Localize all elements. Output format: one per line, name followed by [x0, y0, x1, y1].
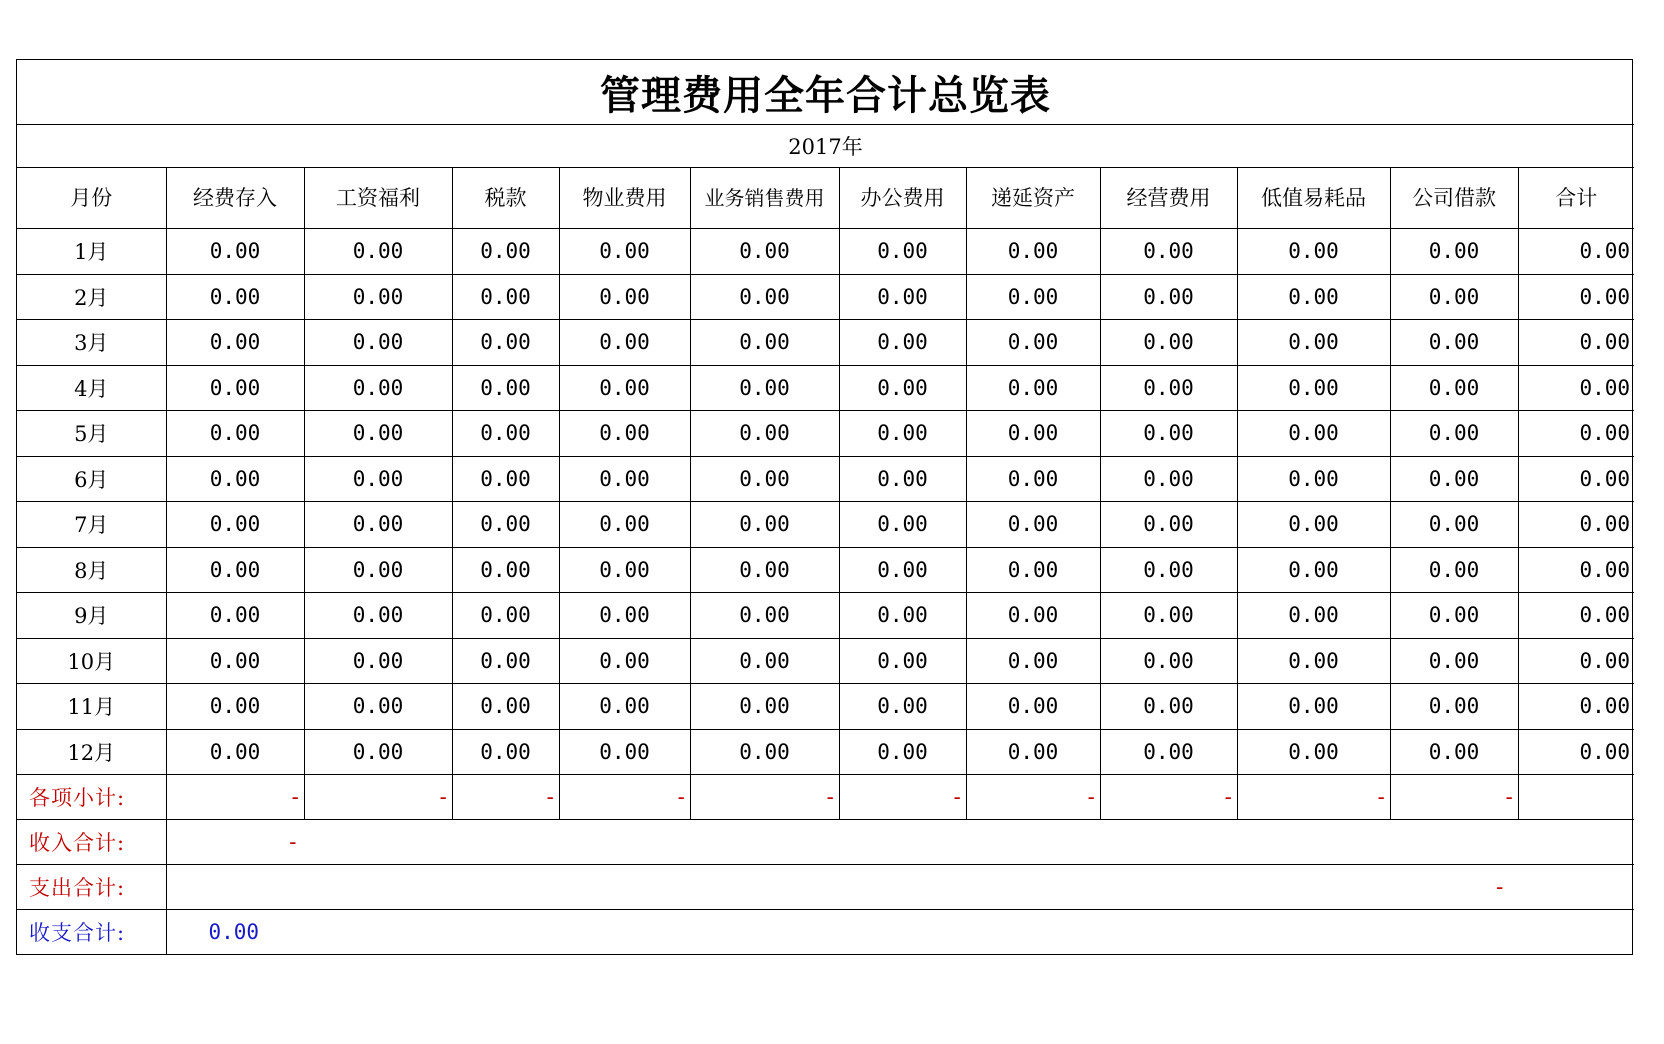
value-cell[interactable]: 0.00	[966, 456, 1100, 502]
month-cell[interactable]: 9月	[17, 593, 166, 639]
value-cell[interactable]: 0.00	[839, 411, 966, 457]
value-cell[interactable]: 0.00	[1100, 729, 1237, 775]
value-cell[interactable]: 0.00	[966, 411, 1100, 457]
value-cell[interactable]: 0.00	[304, 684, 452, 730]
value-cell[interactable]: 0.00	[1100, 411, 1237, 457]
value-cell[interactable]: 0.00	[839, 365, 966, 411]
col-header-total: 合计	[1518, 168, 1634, 229]
value-cell[interactable]: 0.00	[166, 365, 304, 411]
value-cell[interactable]: 0.00	[1237, 684, 1390, 730]
table-row	[17, 684, 1634, 730]
table-row	[17, 229, 1634, 275]
value-cell[interactable]: 0.00	[839, 229, 966, 275]
value-cell[interactable]: 0.00	[1100, 593, 1237, 639]
subtotal-cell[interactable]: -	[1100, 775, 1237, 820]
value-cell[interactable]: 0.00	[304, 547, 452, 593]
value-cell[interactable]: 0.00	[966, 684, 1100, 730]
subtotal-cell[interactable]: -	[304, 775, 452, 820]
row-total-cell[interactable]: 0.00	[1518, 456, 1634, 502]
value-cell[interactable]: 0.00	[559, 274, 690, 320]
col-header-taxes: 税款	[452, 168, 559, 229]
value-cell[interactable]: 0.00	[452, 274, 559, 320]
value-cell[interactable]: 0.00	[1237, 502, 1390, 548]
net-total-label: 收支合计:	[17, 910, 166, 955]
value-cell[interactable]: 0.00	[690, 729, 839, 775]
month-cell[interactable]: 3月	[17, 320, 166, 366]
col-header-funds-deposit: 经费存入	[166, 168, 304, 229]
value-cell[interactable]: 0.00	[452, 547, 559, 593]
value-cell[interactable]: 0.00	[559, 320, 690, 366]
subtotal-label: 各项小计:	[17, 775, 166, 820]
value-cell[interactable]: 0.00	[1237, 274, 1390, 320]
value-cell[interactable]: 0.00	[690, 365, 839, 411]
expense-summary-table	[17, 60, 1634, 954]
expense-total-value[interactable]: -	[166, 865, 1634, 910]
value-cell[interactable]: 0.00	[839, 502, 966, 548]
value-cell[interactable]: 0.00	[304, 229, 452, 275]
income-total-row	[17, 820, 1634, 865]
value-cell[interactable]: 0.00	[1390, 229, 1518, 275]
value-cell[interactable]: 0.00	[1100, 365, 1237, 411]
value-cell[interactable]: 0.00	[166, 502, 304, 548]
month-cell[interactable]: 2月	[17, 274, 166, 320]
value-cell[interactable]: 0.00	[1390, 320, 1518, 366]
value-cell[interactable]: 0.00	[304, 729, 452, 775]
value-cell[interactable]: 0.00	[559, 411, 690, 457]
month-cell[interactable]: 5月	[17, 411, 166, 457]
expense-total-row	[17, 865, 1634, 910]
row-total-cell[interactable]: 0.00	[1518, 502, 1634, 548]
value-cell[interactable]: 0.00	[1390, 729, 1518, 775]
table-row	[17, 411, 1634, 457]
value-cell[interactable]: 0.00	[966, 729, 1100, 775]
value-cell[interactable]: 0.00	[1237, 729, 1390, 775]
col-header-low-value-consumables: 低值易耗品	[1237, 168, 1390, 229]
col-header-wages-benefits: 工资福利	[304, 168, 452, 229]
col-header-company-loans: 公司借款	[1390, 168, 1518, 229]
value-cell[interactable]: 0.00	[559, 547, 690, 593]
value-cell[interactable]: 0.00	[1100, 547, 1237, 593]
table-row	[17, 456, 1634, 502]
row-total-cell[interactable]: 0.00	[1518, 638, 1634, 684]
subtotal-cell[interactable]: -	[966, 775, 1100, 820]
col-header-deferred-assets: 递延资产	[966, 168, 1100, 229]
subtotal-cell[interactable]	[1518, 775, 1634, 820]
value-cell[interactable]: 0.00	[304, 274, 452, 320]
value-cell[interactable]: 0.00	[452, 593, 559, 639]
subtotal-cell[interactable]: -	[1390, 775, 1518, 820]
table-row	[17, 274, 1634, 320]
table-row	[17, 638, 1634, 684]
value-cell[interactable]: 0.00	[839, 456, 966, 502]
value-cell[interactable]: 0.00	[690, 593, 839, 639]
row-total-cell[interactable]: 0.00	[1518, 229, 1634, 275]
expense-total-label: 支出合计:	[17, 865, 166, 910]
col-header-property-fees: 物业费用	[559, 168, 690, 229]
value-cell[interactable]: 0.00	[690, 456, 839, 502]
value-cell[interactable]: 0.00	[1390, 411, 1518, 457]
col-header-office-expenses: 办公费用	[839, 168, 966, 229]
subtotal-cell[interactable]: -	[452, 775, 559, 820]
value-cell[interactable]: 0.00	[690, 320, 839, 366]
value-cell[interactable]: 0.00	[966, 274, 1100, 320]
sheet-title: 管理费用全年合计总览表	[17, 60, 1634, 125]
value-cell[interactable]: 0.00	[452, 411, 559, 457]
value-cell[interactable]: 0.00	[1100, 320, 1237, 366]
month-cell[interactable]: 7月	[17, 502, 166, 548]
value-cell[interactable]: 0.00	[839, 274, 966, 320]
month-cell[interactable]: 4月	[17, 365, 166, 411]
month-cell[interactable]: 1月	[17, 229, 166, 275]
value-cell[interactable]: 0.00	[1237, 456, 1390, 502]
table-row	[17, 547, 1634, 593]
value-cell[interactable]: 0.00	[166, 320, 304, 366]
value-cell[interactable]: 0.00	[966, 229, 1100, 275]
value-cell[interactable]: 0.00	[1390, 547, 1518, 593]
month-cell[interactable]: 10月	[17, 638, 166, 684]
col-header-business-sales: 业务销售费用	[690, 168, 839, 229]
value-cell[interactable]: 0.00	[452, 729, 559, 775]
value-cell[interactable]: 0.00	[1100, 638, 1237, 684]
row-total-cell[interactable]: 0.00	[1518, 411, 1634, 457]
value-cell[interactable]: 0.00	[966, 320, 1100, 366]
income-total-value[interactable]: -	[166, 820, 1634, 865]
value-cell[interactable]: 0.00	[452, 638, 559, 684]
value-cell[interactable]: 0.00	[966, 502, 1100, 548]
value-cell[interactable]: 0.00	[966, 593, 1100, 639]
value-cell[interactable]: 0.00	[166, 411, 304, 457]
value-cell[interactable]: 0.00	[304, 320, 452, 366]
value-cell[interactable]: 0.00	[304, 638, 452, 684]
row-total-cell[interactable]: 0.00	[1518, 684, 1634, 730]
table-row	[17, 365, 1634, 411]
value-cell[interactable]: 0.00	[839, 684, 966, 730]
table-row	[17, 502, 1634, 548]
subtotal-cell[interactable]: -	[166, 775, 304, 820]
value-cell[interactable]: 0.00	[166, 547, 304, 593]
month-cell[interactable]: 12月	[17, 729, 166, 775]
value-cell[interactable]: 0.00	[166, 274, 304, 320]
value-cell[interactable]: 0.00	[1237, 638, 1390, 684]
value-cell[interactable]: 0.00	[452, 365, 559, 411]
value-cell[interactable]: 0.00	[1100, 684, 1237, 730]
month-cell[interactable]: 6月	[17, 456, 166, 502]
net-total-value[interactable]: 0.00	[166, 910, 1634, 955]
value-cell[interactable]: 0.00	[304, 411, 452, 457]
value-cell[interactable]: 0.00	[839, 547, 966, 593]
table-row	[17, 593, 1634, 639]
table-row	[17, 320, 1634, 366]
value-cell[interactable]: 0.00	[1100, 456, 1237, 502]
value-cell[interactable]: 0.00	[166, 229, 304, 275]
value-cell[interactable]: 0.00	[304, 365, 452, 411]
value-cell[interactable]: 0.00	[559, 229, 690, 275]
value-cell[interactable]: 0.00	[304, 502, 452, 548]
value-cell[interactable]: 0.00	[966, 547, 1100, 593]
income-total-label: 收入合计:	[17, 820, 166, 865]
col-header-operating-expenses: 经营费用	[1100, 168, 1237, 229]
value-cell[interactable]: 0.00	[559, 684, 690, 730]
month-cell[interactable]: 8月	[17, 547, 166, 593]
value-cell[interactable]: 0.00	[1390, 365, 1518, 411]
value-cell[interactable]: 0.00	[1237, 365, 1390, 411]
value-cell[interactable]: 0.00	[559, 638, 690, 684]
value-cell[interactable]: 0.00	[1237, 547, 1390, 593]
value-cell[interactable]: 0.00	[1390, 593, 1518, 639]
value-cell[interactable]: 0.00	[452, 320, 559, 366]
subtotal-cell[interactable]: -	[690, 775, 839, 820]
value-cell[interactable]: 0.00	[1237, 593, 1390, 639]
value-cell[interactable]: 0.00	[690, 502, 839, 548]
value-cell[interactable]: 0.00	[966, 365, 1100, 411]
value-cell[interactable]: 0.00	[559, 729, 690, 775]
row-total-cell[interactable]: 0.00	[1518, 365, 1634, 411]
sheet-year: 2017年	[17, 125, 1634, 168]
expense-summary-sheet	[16, 59, 1633, 955]
value-cell[interactable]: 0.00	[690, 684, 839, 730]
value-cell[interactable]: 0.00	[166, 684, 304, 730]
value-cell[interactable]: 0.00	[1390, 684, 1518, 730]
value-cell[interactable]: 0.00	[166, 638, 304, 684]
value-cell[interactable]: 0.00	[1390, 456, 1518, 502]
value-cell[interactable]: 0.00	[452, 229, 559, 275]
value-cell[interactable]: 0.00	[559, 365, 690, 411]
value-cell[interactable]: 0.00	[304, 456, 452, 502]
value-cell[interactable]: 0.00	[1100, 502, 1237, 548]
value-cell[interactable]: 0.00	[839, 593, 966, 639]
value-cell[interactable]: 0.00	[452, 502, 559, 548]
value-cell[interactable]: 0.00	[690, 411, 839, 457]
value-cell[interactable]: 0.00	[839, 320, 966, 366]
row-total-cell[interactable]: 0.00	[1518, 274, 1634, 320]
row-total-cell[interactable]: 0.00	[1518, 593, 1634, 639]
value-cell[interactable]: 0.00	[1237, 229, 1390, 275]
net-total-row	[17, 910, 1634, 955]
value-cell[interactable]: 0.00	[559, 593, 690, 639]
subtotal-cell[interactable]: -	[559, 775, 690, 820]
row-total-cell[interactable]: 0.00	[1518, 729, 1634, 775]
subtotal-cell[interactable]: -	[839, 775, 966, 820]
value-cell[interactable]: 0.00	[1100, 229, 1237, 275]
month-cell[interactable]: 11月	[17, 684, 166, 730]
value-cell[interactable]: 0.00	[559, 456, 690, 502]
value-cell[interactable]: 0.00	[690, 547, 839, 593]
value-cell[interactable]: 0.00	[304, 593, 452, 639]
value-cell[interactable]: 0.00	[1237, 411, 1390, 457]
value-cell[interactable]: 0.00	[1390, 638, 1518, 684]
value-cell[interactable]: 0.00	[166, 456, 304, 502]
value-cell[interactable]: 0.00	[690, 638, 839, 684]
value-cell[interactable]: 0.00	[839, 729, 966, 775]
header-row	[17, 168, 1634, 229]
table-row	[17, 729, 1634, 775]
value-cell[interactable]: 0.00	[559, 502, 690, 548]
value-cell[interactable]: 0.00	[839, 638, 966, 684]
value-cell[interactable]: 0.00	[690, 229, 839, 275]
value-cell[interactable]: 0.00	[452, 684, 559, 730]
value-cell[interactable]: 0.00	[1100, 274, 1237, 320]
value-cell[interactable]: 0.00	[166, 729, 304, 775]
row-total-cell[interactable]: 0.00	[1518, 547, 1634, 593]
col-header-month: 月份	[17, 168, 166, 229]
value-cell[interactable]: 0.00	[966, 638, 1100, 684]
value-cell[interactable]: 0.00	[1237, 320, 1390, 366]
subtotal-row	[17, 775, 1634, 820]
row-total-cell[interactable]: 0.00	[1518, 320, 1634, 366]
value-cell[interactable]: 0.00	[1390, 274, 1518, 320]
value-cell[interactable]: 0.00	[166, 593, 304, 639]
value-cell[interactable]: 0.00	[690, 274, 839, 320]
value-cell[interactable]: 0.00	[452, 456, 559, 502]
value-cell[interactable]: 0.00	[1390, 502, 1518, 548]
subtotal-cell[interactable]: -	[1237, 775, 1390, 820]
